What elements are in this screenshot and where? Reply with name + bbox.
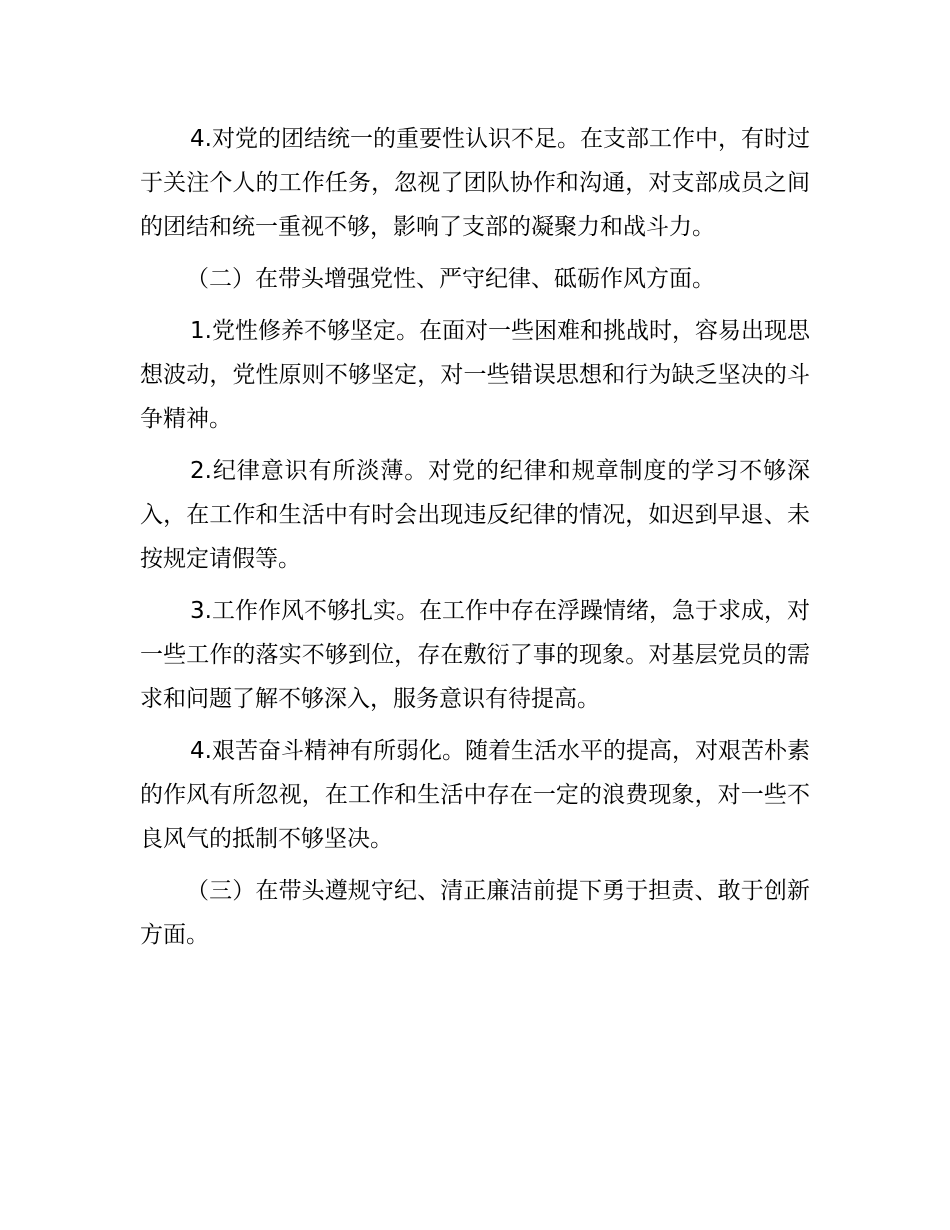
- paragraph-item-4-hard-work: 4.艰苦奋斗精神有所弱化。随着生活水平的提高，对艰苦朴素的作风有所忽视，在工作和生活中存在一定的浪费现象，对一些不良风气的抵制不够坚决。: [140, 738, 810, 852]
- section-heading-3: （三）在带头遵规守纪、清正廉洁前提下勇于担责、敢于创新方面。: [140, 878, 810, 948]
- paragraph-item-1-party-spirit: 1.党性修养不够坚定。在面对一些困难和挑战时，容易出现思想波动，党性原则不够坚定，对一些错误思想和行为缺乏坚决的斗争精神。: [140, 318, 810, 432]
- paragraph-item-2-discipline: 2.纪律意识有所淡薄。对党的纪律和规章制度的学习不够深入，在工作和生活中有时会出现违反纪律的情况，如迟到早退、未按规定请假等。: [140, 458, 810, 572]
- paragraph-item-3-work-style: 3.工作作风不够扎实。在工作中存在浮躁情绪，急于求成，对一些工作的落实不够到位，存在敷衍了事的现象。对基层党员的需求和问题了解不够深入，服务意识有待提高。: [140, 598, 810, 712]
- document-body: [140, 117, 810, 965]
- paragraph-item-4-unity: 4.对党的团结统一的重要性认识不足。在支部工作中，有时过于关注个人的工作任务，忽视了团队协作和沟通，对支部成员之间的团结和统一重视不够，影响了支部的凝聚力和战斗力。: [140, 126, 810, 240]
- section-heading-2: （二）在带头增强党性、严守纪律、砥砺作风方面。: [186, 266, 715, 292]
